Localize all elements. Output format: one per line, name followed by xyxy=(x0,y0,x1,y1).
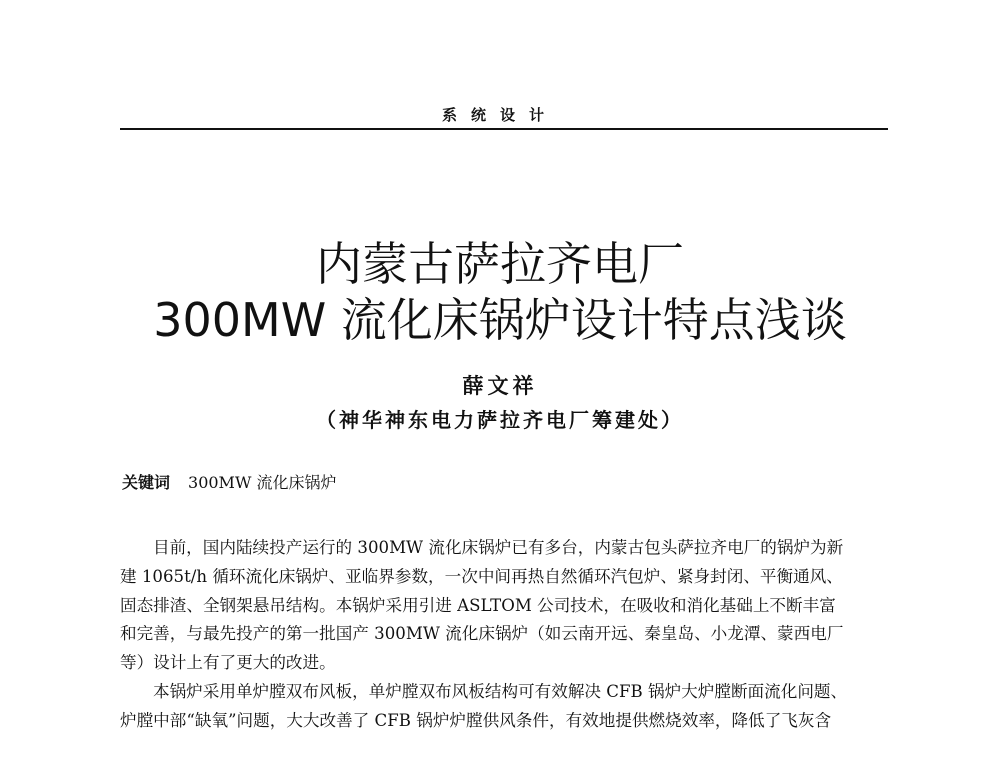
author-name: 薛文祥 xyxy=(462,373,538,398)
body-text xyxy=(120,534,890,736)
section-header: 系统设计 xyxy=(441,106,558,124)
header-rule xyxy=(120,128,888,130)
body-line: 目前，国内陆续投产运行的 300MW 流化床锅炉已有多台，内蒙古包头萨拉齐电厂的锅炉为新 xyxy=(153,538,844,557)
paper-title-line-1: 内蒙古萨拉齐电厂 xyxy=(316,237,684,291)
body-line: 建 1065t/h 循环流化床锅炉、亚临界参数，一次中间再热自然循环汽包炉、紧身封闭、平衡通风、 xyxy=(120,566,843,586)
body-line: 固态排渣、全钢架悬吊结构。本锅炉采用引进 ASLTOM 公司技术，在吸收和消化基础上不断丰富 xyxy=(120,595,836,615)
keywords xyxy=(122,470,336,493)
paper-title-line-2: 300MW 流化床锅炉设计特点浅谈 xyxy=(153,293,847,347)
body-line: 炉膛中部“缺氧”问题，大大改善了 CFB 锅炉炉膛供风条件，有效地提供燃烧效率，降低了飞灰含 xyxy=(120,710,832,730)
author-affiliation: （神华神东电力萨拉齐电厂筹建处） xyxy=(316,408,684,432)
body-line: 等）设计上有了更大的改进。 xyxy=(120,653,336,673)
keywords-value: 300MW 流化床锅炉 xyxy=(188,473,337,492)
body-line: 和完善，与最先投产的第一批国产 300MW 流化床锅炉（如云南开远、秦皇岛、小龙潭、蒙西电厂 xyxy=(120,624,844,644)
keywords-label: 关键词 xyxy=(122,473,171,492)
body-line: 本锅炉采用单炉膛双布风板，单炉膛双布风板结构可有效解决 CFB 锅炉大炉膛断面流化问题、 xyxy=(153,681,848,701)
